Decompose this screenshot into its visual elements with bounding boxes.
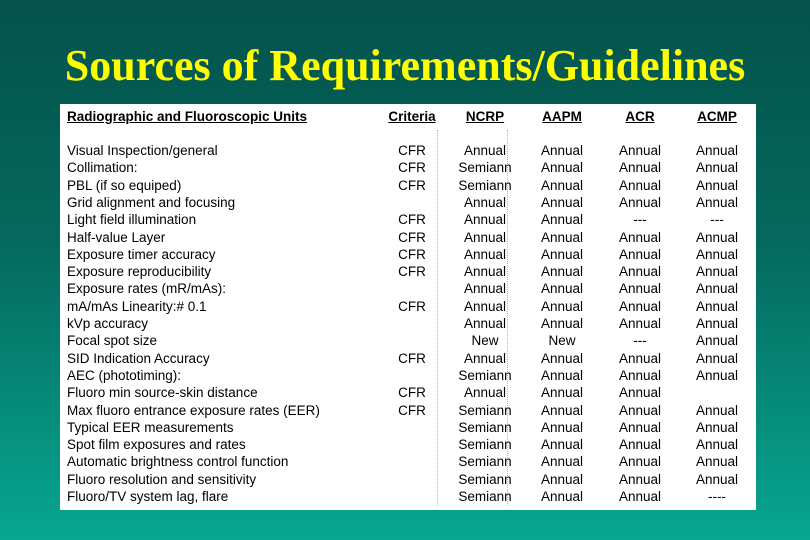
row-acr: Annual [618, 350, 662, 366]
row-test-name: Fluoro/TV system lag, flare [67, 489, 229, 504]
row-acr: Annual [618, 489, 662, 504]
row-ncrp: Semiann [458, 367, 512, 383]
row-criteria: CFR [398, 212, 426, 228]
row-ncrp: Semiann [458, 177, 512, 193]
row-ncrp: Semiann [458, 471, 512, 487]
row-ncrp: Annual [463, 385, 507, 401]
slide-title: Sources of Requirements/Guidelines [64, 41, 746, 90]
row-aapm: Annual [540, 298, 584, 314]
row-acmp: Annual [695, 160, 739, 176]
row-ncrp: Annual [463, 316, 507, 331]
row-test-name: Spot film exposures and rates [67, 437, 246, 453]
row-criteria: CFR [398, 160, 426, 176]
table-row [60, 315, 756, 332]
row-ncrp: Semiann [458, 437, 512, 453]
row-aapm: Annual [540, 316, 584, 331]
table-row [60, 419, 756, 436]
row-test-name: Typical EER measurements [67, 419, 234, 435]
row-aapm: New [548, 333, 576, 349]
row-acmp: Annual [695, 143, 739, 158]
row-acmp: Annual [695, 419, 739, 435]
row-acr: Annual [618, 177, 662, 193]
row-acmp: Annual [695, 454, 739, 470]
requirements-table [60, 104, 756, 510]
header-acmp: ACMP [697, 109, 737, 124]
row-acr: Annual [618, 298, 662, 314]
row-aapm: Annual [540, 489, 584, 504]
row-ncrp: Annual [463, 212, 507, 228]
row-acmp: ---- [708, 489, 726, 504]
table-row [60, 263, 756, 280]
row-acmp: Annual [695, 264, 739, 280]
row-acmp: Annual [695, 350, 739, 366]
row-acr: Annual [618, 471, 662, 487]
row-acmp: Annual [695, 229, 739, 245]
row-ncrp: Semiann [458, 160, 512, 176]
row-acr: Annual [618, 194, 662, 210]
row-test-name: Automatic brightness control function [67, 454, 289, 470]
row-ncrp: Annual [463, 246, 507, 262]
row-acr: Annual [618, 143, 662, 158]
row-test-name: Fluoro min source-skin distance [67, 385, 258, 401]
row-aapm: Annual [540, 177, 584, 193]
row-aapm: Annual [540, 246, 584, 262]
row-ncrp: Annual [463, 143, 507, 158]
row-acr: Annual [618, 402, 662, 418]
row-ncrp: Annual [463, 264, 507, 280]
table-row [60, 453, 756, 470]
row-acr: Annual [618, 454, 662, 470]
row-acmp: Annual [695, 333, 739, 349]
row-test-name: PBL (if so equiped) [67, 177, 182, 193]
table-row [60, 367, 756, 384]
row-acmp: Annual [695, 177, 739, 193]
table-row [60, 488, 756, 505]
row-acmp: Annual [695, 437, 739, 453]
table-row [60, 246, 756, 263]
row-acmp: Annual [695, 246, 739, 262]
row-test-name: Fluoro resolution and sensitivity [67, 471, 257, 487]
table-row [60, 142, 756, 159]
table-row [60, 298, 756, 315]
row-criteria: CFR [398, 402, 426, 418]
row-acr: --- [633, 333, 647, 349]
row-aapm: Annual [540, 350, 584, 366]
row-acr: Annual [618, 264, 662, 280]
table-row [60, 194, 756, 211]
header-ncrp: NCRP [465, 109, 505, 124]
row-criteria: CFR [398, 264, 426, 280]
table-row [60, 229, 756, 246]
row-ncrp: Semiann [458, 419, 512, 435]
row-test-name: Exposure reproducibility [67, 264, 212, 280]
header-aapm: AAPM [542, 109, 582, 124]
table-row [60, 211, 756, 228]
row-test-name: mA/mAs Linearity:# 0.1 [67, 298, 207, 314]
row-acr: Annual [618, 246, 662, 262]
row-test-name: Collimation: [67, 160, 138, 176]
row-test-name: Max fluoro entrance exposure rates (EER) [67, 402, 320, 418]
row-acr: --- [633, 212, 647, 228]
row-ncrp: Semiann [458, 489, 512, 504]
header-criteria: Criteria [388, 109, 436, 124]
row-acr: Annual [618, 385, 662, 401]
row-criteria: CFR [398, 246, 426, 262]
row-test-name: Visual Inspection/general [67, 143, 218, 158]
row-acmp: Annual [695, 298, 739, 314]
row-aapm: Annual [540, 471, 584, 487]
row-criteria: CFR [398, 143, 426, 158]
row-test-name: Exposure timer accuracy [67, 246, 216, 262]
row-ncrp: Semiann [458, 402, 512, 418]
header-acr: ACR [625, 109, 655, 124]
row-test-name: AEC (phototiming): [67, 367, 182, 383]
row-ncrp: Annual [463, 350, 507, 366]
row-acr: Annual [618, 419, 662, 435]
row-ncrp: New [471, 333, 499, 349]
row-acmp: Annual [695, 194, 739, 210]
row-acmp: Annual [695, 281, 739, 297]
row-test-name: Focal spot size [67, 333, 158, 349]
row-criteria: CFR [398, 385, 426, 401]
row-criteria: CFR [398, 177, 426, 193]
table-row [60, 436, 756, 453]
row-test-name: SID Indication Accuracy [67, 350, 210, 366]
row-acr: Annual [618, 160, 662, 176]
row-acmp: --- [710, 212, 724, 228]
row-test-name: Grid alignment and focusing [67, 194, 236, 210]
header-unit: Radiographic and Fluoroscopic Units [67, 109, 308, 124]
table-row [60, 402, 756, 419]
row-test-name: Exposure rates (mR/mAs): [67, 281, 227, 297]
row-aapm: Annual [540, 229, 584, 245]
row-acmp: Annual [695, 471, 739, 487]
table-row [60, 471, 756, 488]
row-aapm: Annual [540, 194, 584, 210]
table-row [60, 332, 756, 349]
row-acr: Annual [618, 437, 662, 453]
row-ncrp: Annual [463, 281, 507, 297]
row-aapm: Annual [540, 212, 584, 228]
row-aapm: Annual [540, 367, 584, 383]
row-aapm: Annual [540, 454, 584, 470]
row-acmp: Annual [695, 402, 739, 418]
row-ncrp: Annual [463, 194, 507, 210]
row-criteria: CFR [398, 229, 426, 245]
row-aapm: Annual [540, 402, 584, 418]
table-row [60, 177, 756, 194]
table-header-row [60, 106, 756, 128]
row-aapm: Annual [540, 143, 584, 158]
table-row [60, 350, 756, 367]
row-aapm: Annual [540, 264, 584, 280]
row-acmp: Annual [695, 367, 739, 383]
row-test-name: kVp accuracy [67, 316, 149, 331]
row-ncrp: Semiann [458, 454, 512, 470]
row-aapm: Annual [540, 160, 584, 176]
row-aapm: Annual [540, 437, 584, 453]
row-criteria: CFR [398, 350, 426, 366]
row-acr: Annual [618, 281, 662, 297]
row-acr: Annual [618, 229, 662, 245]
row-acmp: Annual [695, 316, 739, 331]
table-row [60, 280, 756, 297]
row-test-name: Light field illumination [67, 212, 197, 228]
row-ncrp: Annual [463, 229, 507, 245]
row-criteria: CFR [398, 298, 426, 314]
row-aapm: Annual [540, 385, 584, 401]
row-aapm: Annual [540, 419, 584, 435]
row-aapm: Annual [540, 281, 584, 297]
table-row [60, 384, 756, 401]
row-test-name: Half-value Layer [67, 229, 166, 245]
row-acr: Annual [618, 367, 662, 383]
row-acr: Annual [618, 316, 662, 331]
row-ncrp: Annual [463, 298, 507, 314]
table-row [60, 159, 756, 176]
